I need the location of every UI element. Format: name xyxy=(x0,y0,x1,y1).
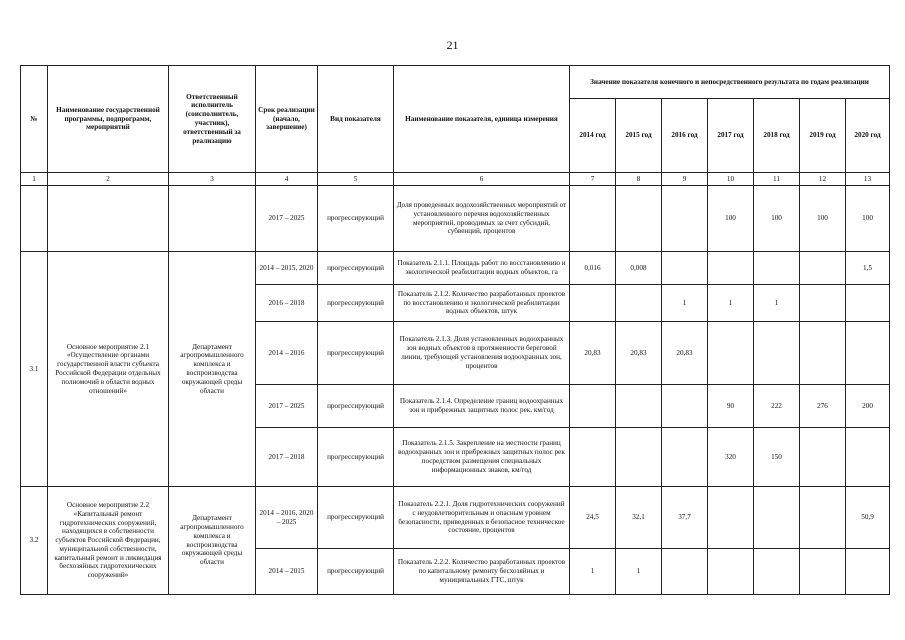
row-value: 0,016 xyxy=(570,252,616,285)
row-value: 32,1 xyxy=(616,487,662,549)
row-period: 2014 – 2016 xyxy=(256,322,318,385)
row-value: 1 xyxy=(754,285,800,322)
row-value xyxy=(800,487,846,549)
row-value: 1 xyxy=(662,285,708,322)
row-type: прогрессирующий xyxy=(318,428,394,487)
row-value xyxy=(708,252,754,285)
row-type: прогрессирующий xyxy=(318,549,394,595)
row-value: 276 xyxy=(800,385,846,428)
row-value xyxy=(662,549,708,595)
row-value: 20,83 xyxy=(570,322,616,385)
row-value: 100 xyxy=(800,186,846,252)
row-type: прогрессирующий xyxy=(318,322,394,385)
row-value: 24,5 xyxy=(570,487,616,549)
header-row xyxy=(21,66,890,99)
row-value: 50,9 xyxy=(846,487,890,549)
row-value: 37,7 xyxy=(662,487,708,549)
group-num: 3.1 xyxy=(21,252,48,487)
row-value xyxy=(570,186,616,252)
group-num: 3.2 xyxy=(21,487,48,595)
header-year: 2016 год xyxy=(662,99,708,173)
row-period: 2017 – 2025 xyxy=(256,385,318,428)
row-value xyxy=(570,285,616,322)
row-value xyxy=(800,549,846,595)
indicators-table xyxy=(20,65,890,595)
row-indicator: Показатель 2.1.1. Площадь работ по восстановлению и экологической реабилитации водных объектов, га xyxy=(394,252,570,285)
row-value xyxy=(662,252,708,285)
column-number: 13 xyxy=(846,173,890,186)
row-value: 100 xyxy=(846,186,890,252)
row-type: прогрессирующий xyxy=(318,487,394,549)
row-value xyxy=(754,322,800,385)
row-value: 150 xyxy=(754,428,800,487)
row-value xyxy=(754,487,800,549)
row-value: 100 xyxy=(708,186,754,252)
column-number: 2 xyxy=(48,173,169,186)
row-value xyxy=(754,549,800,595)
row-indicator: Показатель 2.1.5. Закрепление на местности границ водоохранных зон и прибрежных защитных полос рек посредством размещения специальных информационных знаков, км/год xyxy=(394,428,570,487)
row-value: 100 xyxy=(754,186,800,252)
row-indicator: Показатель 2.2.2. Количество разработанных проектов по капитальному ремонту бесхозяйных и муниципальных ГТС, штук xyxy=(394,549,570,595)
column-number: 8 xyxy=(616,173,662,186)
row-period: 2017 – 2018 xyxy=(256,428,318,487)
column-number: 9 xyxy=(662,173,708,186)
row-value xyxy=(662,385,708,428)
row-value xyxy=(616,186,662,252)
row-value: 20,83 xyxy=(616,322,662,385)
row-value xyxy=(616,428,662,487)
table-row xyxy=(21,186,890,252)
column-number: 7 xyxy=(570,173,616,186)
row-period: 2014 – 2015, 2020 xyxy=(256,252,318,285)
row-value: 0,008 xyxy=(616,252,662,285)
row-value xyxy=(662,186,708,252)
column-number: 5 xyxy=(318,173,394,186)
row-value xyxy=(800,285,846,322)
row-indicator: Показатель 2.1.3. Доля установленных водоохранных зон водных объектов в протяженности береговой линии, требующей установления водоохранных зон, процентов xyxy=(394,322,570,385)
row-value xyxy=(662,428,708,487)
row-value: 320 xyxy=(708,428,754,487)
group-responsible: Департамент агропромышленного комплекса и воспроизводства окружающей среды области xyxy=(169,252,256,487)
row-name xyxy=(48,186,169,252)
row-responsible xyxy=(169,186,256,252)
table-row xyxy=(21,487,890,549)
row-value xyxy=(708,322,754,385)
group-responsible: Департамент агропромышленного комплекса и воспроизводства окружающей среды области xyxy=(169,487,256,595)
header-indicator-type: Вид показателя xyxy=(318,66,394,173)
header-year: 2018 год xyxy=(754,99,800,173)
row-type: прогрессирующий xyxy=(318,252,394,285)
header-num: № xyxy=(21,66,48,173)
row-value: 90 xyxy=(708,385,754,428)
header-period: Срок реализации (начало, завершение) xyxy=(256,66,318,173)
row-value: 222 xyxy=(754,385,800,428)
row-num xyxy=(21,186,48,252)
row-indicator: Показатель 2.2.1. Доля гидротехнических сооружений с неудовлетворительным и опасным уровнем безопасности, приведенных в безопасное техническое состояние, процентов xyxy=(394,487,570,549)
table-row xyxy=(21,252,890,285)
column-number: 10 xyxy=(708,173,754,186)
row-period: 2014 – 2016, 2020 – 2025 xyxy=(256,487,318,549)
page-number: 21 xyxy=(446,38,459,52)
header-responsible: Ответственный исполнитель (соисполнитель, участник), ответственный за реализацию xyxy=(169,66,256,173)
row-value xyxy=(754,252,800,285)
row-value: 1 xyxy=(616,549,662,595)
row-value: 200 xyxy=(846,385,890,428)
header-year: 2014 год xyxy=(570,99,616,173)
row-period: 2016 – 2018 xyxy=(256,285,318,322)
column-number: 6 xyxy=(394,173,570,186)
group-name: Основное мероприятие 2.1 «Осуществление органами государственной власти субъекта Российской Федерации отдельных полномочий в области водных отношений» xyxy=(48,252,169,487)
row-value xyxy=(800,252,846,285)
row-period: 2017 – 2025 xyxy=(256,186,318,252)
header-name: Наименование государственной программы, подпрограмм, мероприятий xyxy=(48,66,169,173)
column-number: 4 xyxy=(256,173,318,186)
row-value xyxy=(846,285,890,322)
row-value: 20,83 xyxy=(662,322,708,385)
column-number: 1 xyxy=(21,173,48,186)
row-value xyxy=(800,322,846,385)
row-type: прогрессирующий xyxy=(318,186,394,252)
row-value xyxy=(616,285,662,322)
header-year: 2017 год xyxy=(708,99,754,173)
column-number: 12 xyxy=(800,173,846,186)
row-value xyxy=(846,428,890,487)
column-number: 3 xyxy=(169,173,256,186)
row-value xyxy=(570,385,616,428)
row-value xyxy=(800,428,846,487)
row-indicator: Показатель 2.1.4. Определение границ водоохранных зон и прибрежных защитных полос рек, км/год xyxy=(394,385,570,428)
row-value xyxy=(846,549,890,595)
header-year: 2015 год xyxy=(616,99,662,173)
row-value xyxy=(846,322,890,385)
row-value xyxy=(708,549,754,595)
header-values-group: Значение показателя конечного и непосредственного результата по годам реализации xyxy=(570,66,890,99)
group-name: Основное мероприятие 2.2 «Капитальный ремонт гидротехнических сооружений, находящихся в собственности субъектов Российской Федерации, муниципальной собственности, капитальный ремонт и ликвидация бесхозяйных гидротехнических сооружений» xyxy=(48,487,169,595)
row-value: 1 xyxy=(708,285,754,322)
row-type: прогрессирующий xyxy=(318,385,394,428)
row-value: 1 xyxy=(570,549,616,595)
row-value xyxy=(570,428,616,487)
row-period: 2014 – 2015 xyxy=(256,549,318,595)
column-number: 11 xyxy=(754,173,800,186)
header-indicator-name: Наименование показателя, единица измерения xyxy=(394,66,570,173)
header-year: 2019 год xyxy=(800,99,846,173)
row-indicator: Доля проведенных водохозяйственных мероприятий от установленного перечня водохозяйственных мероприятий, проводимых за счет субсидий, субвенций, процентов xyxy=(394,186,570,252)
header-year: 2020 год xyxy=(846,99,890,173)
row-value: 1,5 xyxy=(846,252,890,285)
row-value xyxy=(616,385,662,428)
column-numbers-row xyxy=(21,173,890,186)
row-value xyxy=(708,487,754,549)
row-indicator: Показатель 2.1.2. Количество разработанных проектов по восстановлению и экологической реабилитации водных объектов, штук xyxy=(394,285,570,322)
row-type: прогрессирующий xyxy=(318,285,394,322)
